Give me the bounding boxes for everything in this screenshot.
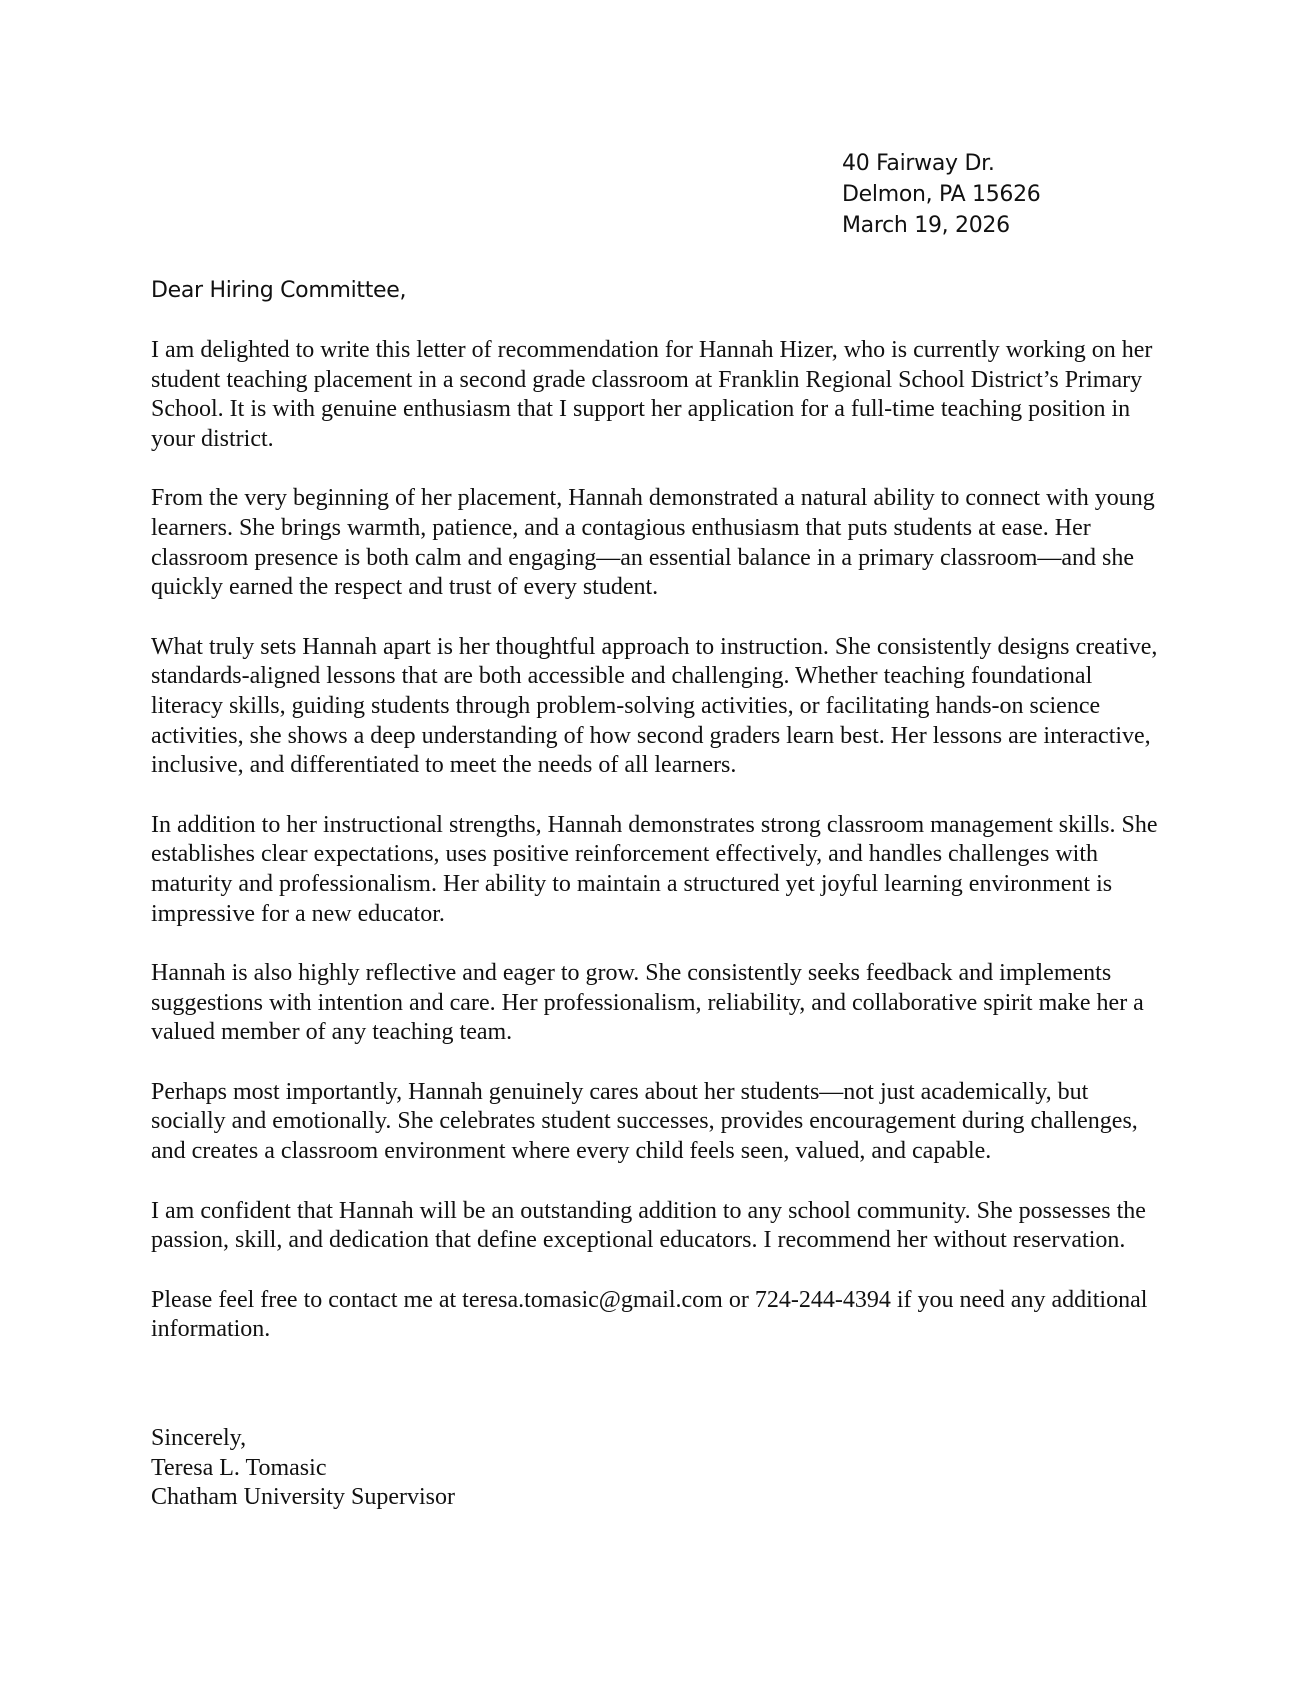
sender-city-state-zip: Delmon, PA 15626	[842, 182, 1041, 207]
sender-address-block	[842, 148, 1041, 241]
body-paragraph-1: I am delighted to write this letter of recommendation for Hannah Hizer, who is currently working on her student teaching placement in a second grade classroom at Franklin Regional School District’s Primary School. It is with genuine enthusiasm that I support her application for a full-time teaching position in your district.	[151, 337, 1153, 452]
sender-street: 40 Fairway Dr.	[842, 151, 995, 176]
closing-block	[151, 1424, 455, 1513]
signer-name: Teresa L. Tomasic	[151, 1454, 327, 1481]
signer-title: Chatham University Supervisor	[151, 1484, 455, 1511]
body-paragraph-4: In addition to her instructional strengths, Hannah demonstrates strong classroom management skills. She establishes clear expectations, uses positive reinforcement effectively, and handles challenges with maturity and professionalism. Her ability to maintain a structured yet joyful learning environment is impressive for a new educator.	[151, 811, 1158, 927]
body-paragraph-5: Hannah is also highly reflective and eager to grow. She consistently seeks feedback and implements suggestions with intention and care. Her professionalism, reliability, and collaborative spirit make her a valued member of any teaching team.	[151, 960, 1144, 1046]
body-paragraph-8: Please feel free to contact me at teresa.tomasic@gmail.com or 724-244-4394 if you need any additional information.	[151, 1286, 1148, 1343]
letter-date: March 19, 2026	[842, 213, 1010, 238]
salutation: Dear Hiring Committee,	[151, 278, 407, 303]
body-paragraph-7: I am confident that Hannah will be an outstanding addition to any school community. She possesses the passion, skill, and dedication that define exceptional educators. I recommend her without reservation.	[151, 1197, 1146, 1254]
body-paragraph-3: What truly sets Hannah apart is her thoughtful approach to instruction. She consistently designs creative, standards-aligned lessons that are both accessible and challenging. Whether teaching foundational literacy skills, guiding students through problem-solving activities, or facilitating hands-on science activities, she shows a deep understanding of how second graders learn best. Her lessons are interactive, inclusive, and differentiated to meet the needs of all learners.	[151, 633, 1158, 779]
letter-body	[151, 336, 1161, 1375]
valediction: Sincerely,	[151, 1425, 247, 1451]
body-paragraph-2: From the very beginning of her placement, Hannah demonstrated a natural ability to connect with young learners. She brings warmth, patience, and a contagious enthusiasm that puts students at ease. Her classroom presence is both calm and engaging—an essential balance in a primary classroom—and she quickly earned the respect and trust of every student.	[151, 485, 1155, 601]
body-paragraph-6: Perhaps most importantly, Hannah genuinely cares about her students—not just academically, but socially and emotionally. She celebrates student successes, provides encouragement during challenges, and creates a classroom environment where every child feels seen, valued, and capable.	[151, 1078, 1138, 1165]
